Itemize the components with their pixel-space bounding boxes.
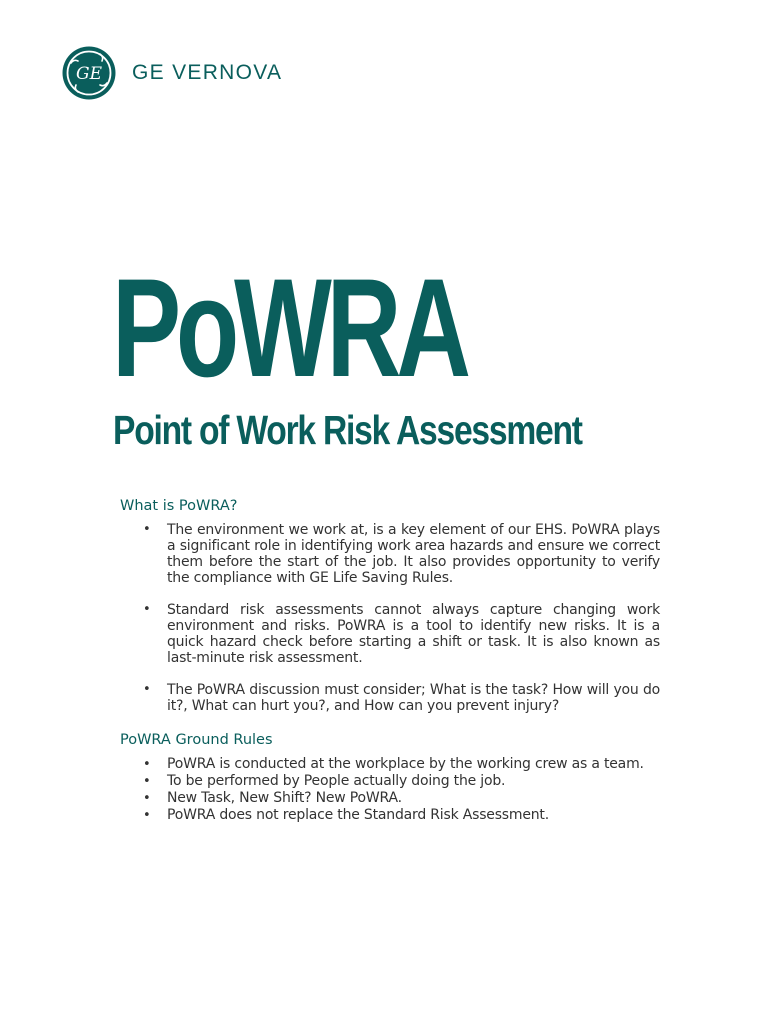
ge-monogram-icon	[62, 46, 116, 100]
brand-logo	[62, 46, 282, 100]
list-item-text: New Task, New Shift? New PoWRA.	[167, 790, 402, 806]
list-item-text: To be performed by People actually doing the job.	[167, 773, 506, 789]
bullet-icon: •	[143, 682, 151, 697]
bullet-icon: •	[143, 808, 151, 823]
list-item	[120, 790, 660, 807]
section-heading-what-is-powra: What is PoWRA?	[120, 498, 238, 514]
bullet-icon: •	[143, 774, 151, 789]
bullet-icon: •	[143, 791, 151, 806]
list-item	[120, 773, 660, 790]
logo-monogram-text: GE	[76, 64, 102, 84]
what-is-powra-list	[120, 522, 660, 714]
list-item	[120, 682, 660, 714]
brand-name: GE VERNOVA	[132, 61, 283, 84]
list-item-text: The environment we work at, is a key element of our EHS. PoWRA plays a significant role in identifying work area hazards and ensure we correct them before the start of the job. It also provides opportunity to verify the compliance with GE Life Saving Rules.	[167, 522, 660, 586]
list-item	[120, 807, 660, 824]
list-item-text: Standard risk assessments cannot always capture changing work environment and risks. PoWRA is a tool to identify new risks. It is a quick hazard check before starting a shift or task. It is also known as last-minute risk assessment.	[167, 602, 660, 666]
list-item-text: PoWRA is conducted at the workplace by the working crew as a team.	[167, 756, 644, 772]
list-item	[120, 756, 660, 773]
page-subtitle: Point of Work Risk Assessment	[113, 407, 582, 453]
list-item-text: The PoWRA discussion must consider; What is the task? How will you do it?, What can hurt you?, and How can you prevent injury?	[167, 682, 660, 714]
page-title: PoWRA	[112, 249, 466, 406]
list-item-text: PoWRA does not replace the Standard Risk Assessment.	[167, 807, 549, 823]
bullet-icon: •	[143, 757, 151, 772]
list-item	[120, 522, 660, 586]
bullet-icon: •	[143, 522, 151, 537]
ground-rules-list	[120, 756, 660, 824]
section-heading-ground-rules: PoWRA Ground Rules	[120, 732, 273, 748]
content	[120, 496, 660, 824]
bullet-icon: •	[143, 602, 151, 617]
list-item	[120, 602, 660, 666]
